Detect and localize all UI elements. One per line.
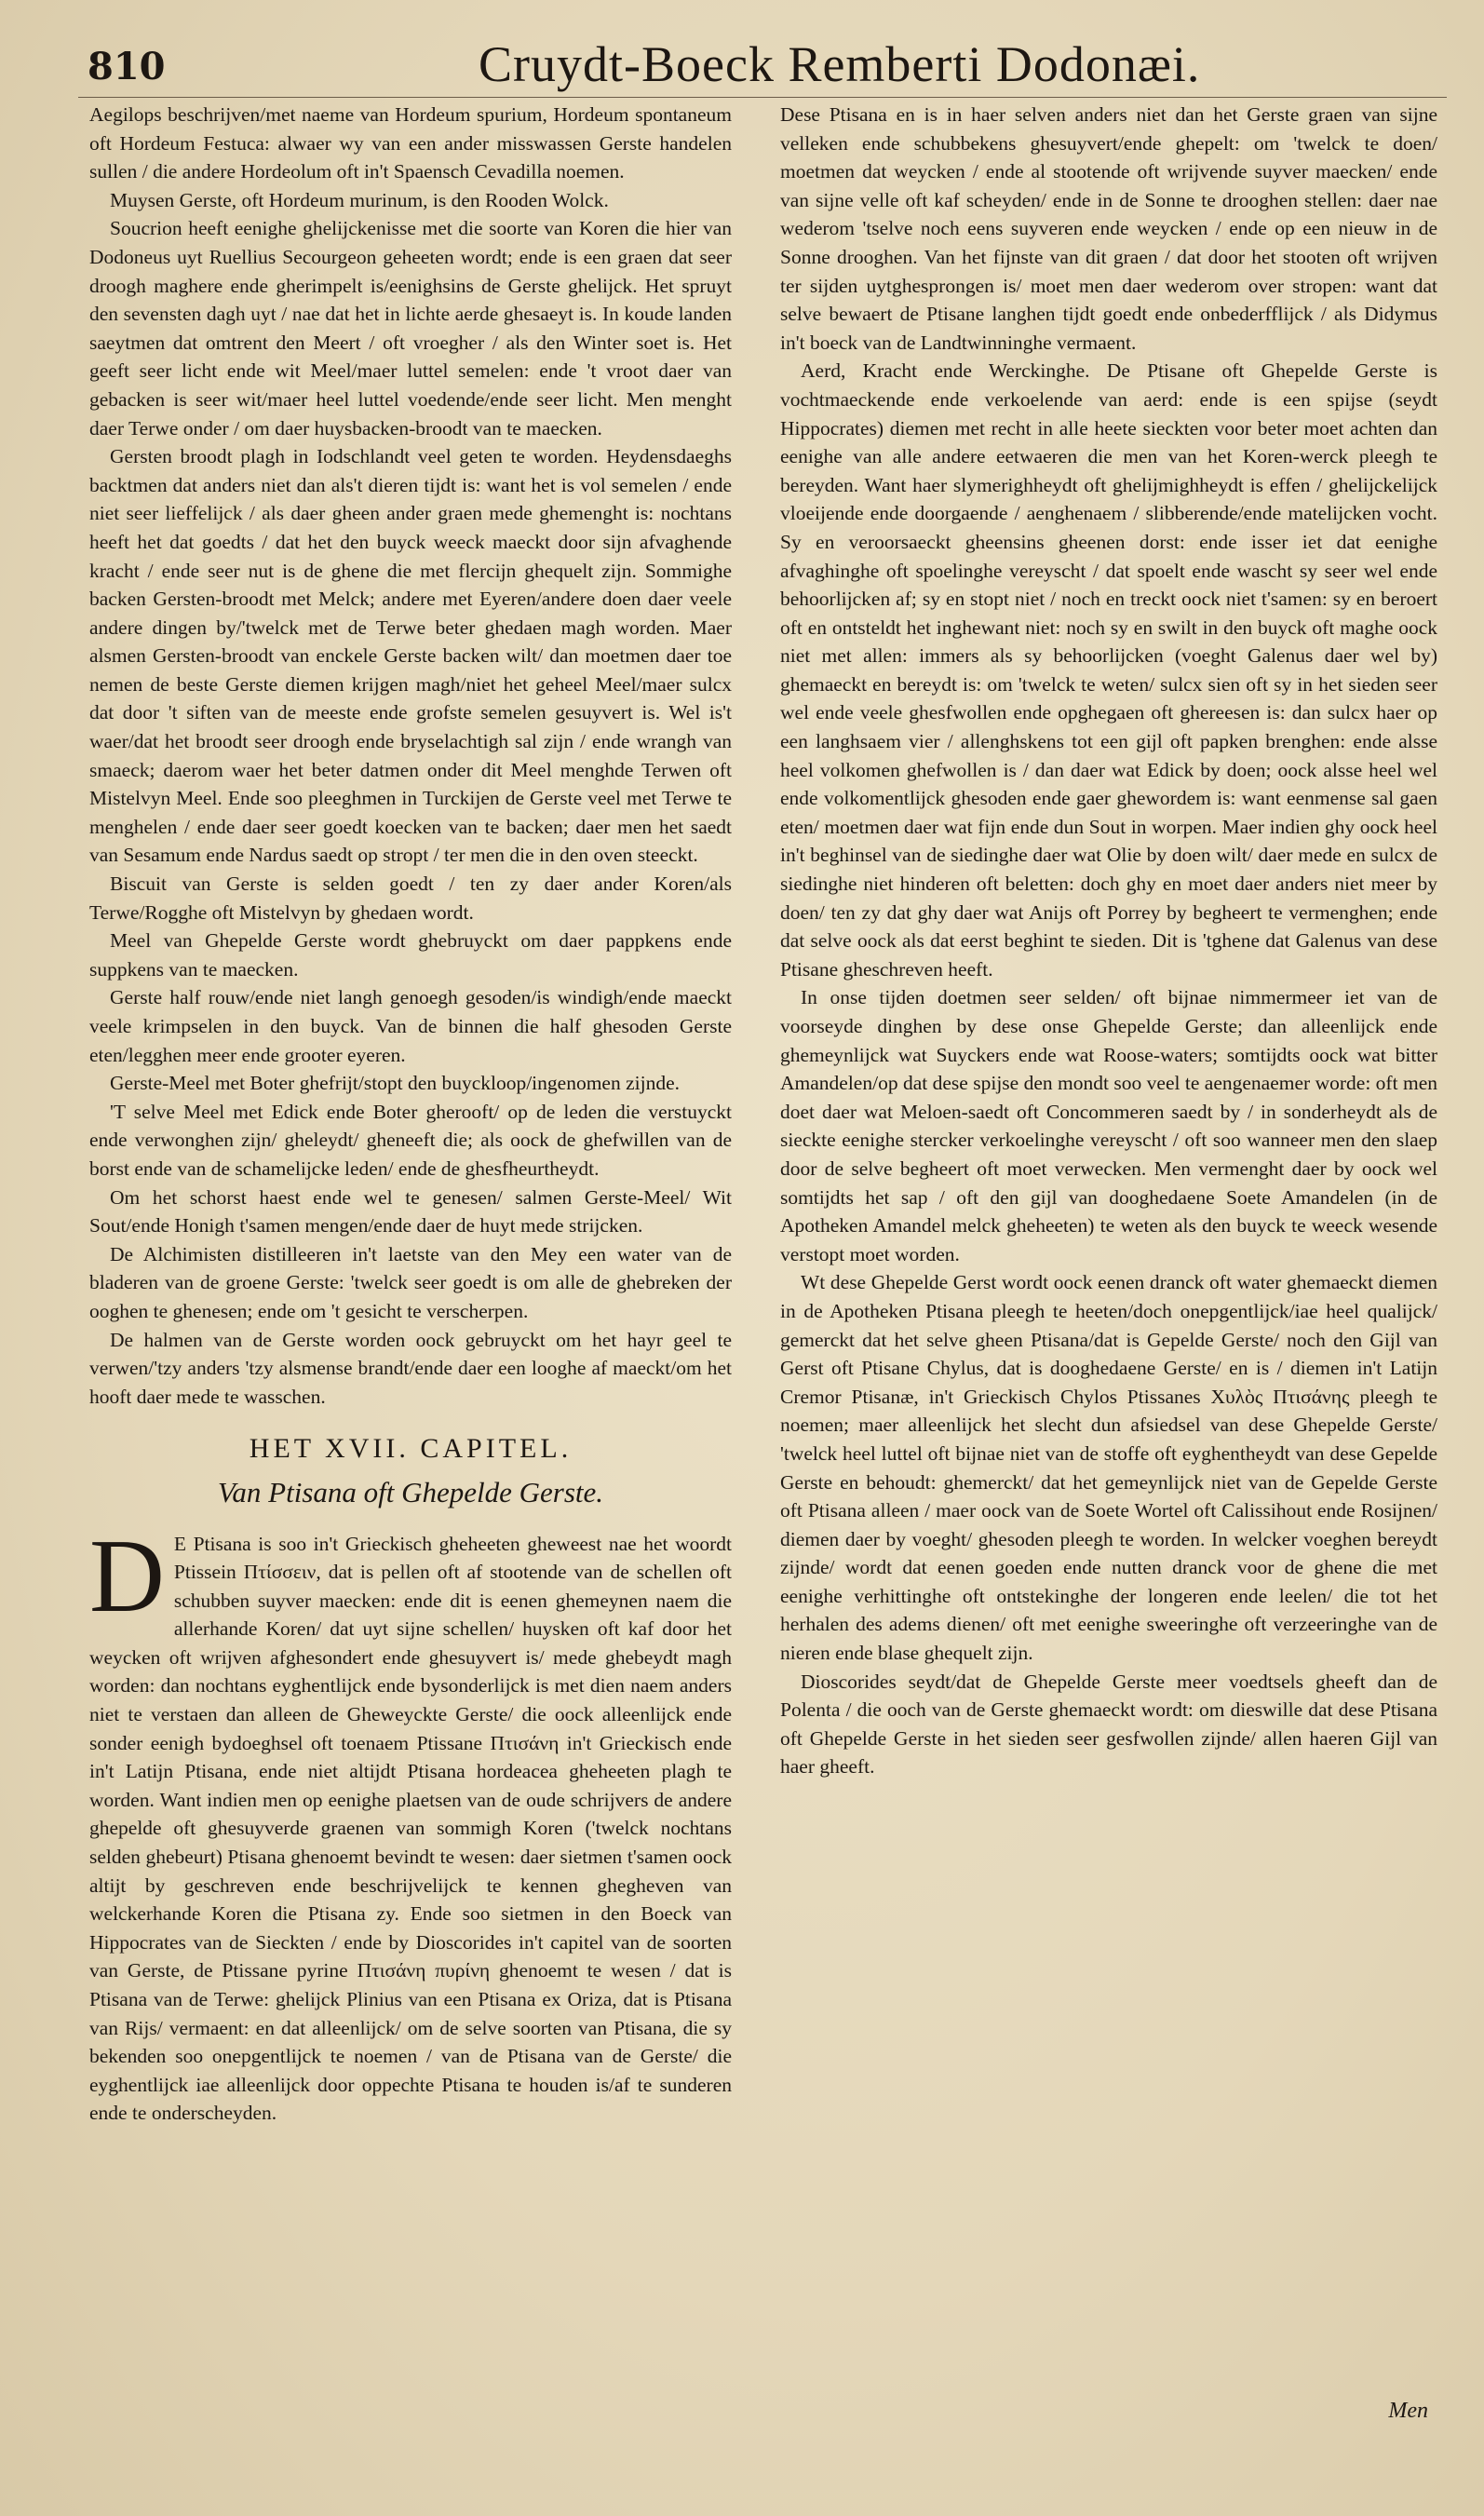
drop-cap: D [89,1518,165,1634]
chapter-opening [89,1518,732,2128]
paragraph: Aerd, Kracht ende Werckinghe. De Ptisane oft Ghepelde Gerste is vochtmaeckende ende verkoelende van aerd: ende is een spijse (seydt Hippocrates) diemen met recht in alle heete sieckten voor beter moet achten dan eenighe van alle andere eetwaeren die men van het Koren-werck pleegh te bereyden. Want haer slymerighheydt oft ghelijmighheydt is effen / ghelijckelijck vloeijende ende doorgaende / aenghenaem / slibberende/ende matelijcken vocht. Sy en veroorsaeckt gheensins gheenen dorst: ende isser iet dat eenighe afvaghinghe oft spoelinghe vereyscht / dat spoelt ende wascht sy seer wel ende behoorlijcken af; sy en stopt niet / noch en treckt oock niet t'samen: sy en beroert oft en ontsteldt het inghewant niet: noch sy en swilt in den buyck oft maghe oock niet met allen: immers als sy behoorlijcken (voeght Galenus daer wel by) ghemaeckt en bereydt is: om 'twelck te weten/ sulcx sien oft sy in het sieden seer wel ende veele ghesfwollen ende opghegaen oft ghereesen is: dan sulcx haer op een langhsaem vier / allenghskens tot een gijl oft papken brenghen: ende alsse heel volkomen ghefwollen is / dan daer wat Edick by doen; oock alsse heel wel ende volkomentlijck ghesoden ende gaer ghewordem is: want eenmense sal gaen eten/ moetmen daer wat fijn ende dun Sout in worpen. Maer indien ghy oock heel in't beghinsel van de siedinghe daer wat Olie by doen wilt/ daer mede en sulcx de siedinghe niet hinderen oft beletten: doch ghy en moet daer anders niet meer by doen/ ten zy dat ghy daer wat Anijs oft Porrey by begheert te vermenghen; ende dat selve oock als dat eerst beghint te sieden. Dit is 'tghene dat Galenus van dese Ptisane gheschreven heeft. [780,359,1437,981]
paragraph: Dese Ptisana en is in haer selven anders niet dan het Gerste graen van sijne velleken ende schubbekens ghesuyvert/ende ghepelt: om 'twelck te doen/ moetmen dat weycken / ende al stootende oft wrijvende suyver maecken/ ende van sijne velle oft kaf scheyden/ ende in de Sonne te drooghen stellen: daer nae wederom 'tselve noch eens suyveren ende weycken / ende op een nieuw in de Sonne drooghen. Van het fijnste van dit graen / dat door het stooten oft wrijven ter sijden uytghesprongen is/ moet men daer wederom over stropen: want dat selve bewaert de Ptisane langhen tijdt goedt ende onbederfflijck / als Didymus in't boeck van de Landtwinninghe vermaent. [780,103,1437,354]
paragraph: Gerste half rouw/ende niet langh genoegh gesoden/is windigh/ende maeckt veele krimpselen in den buyck. Van de binnen die half ghesoden Gerste eten/legghen meer ende grooter eyeren. [89,986,732,1066]
chapter-number: HET XVII. CAPITEL. [249,1433,573,1465]
paragraph: Muysen Gerste, oft Hordeum murinum, is den Rooden Wolck. [110,188,609,211]
paragraph: De Alchimisten distilleeren in't laetste van den Mey een water van de bladeren van de groene Gerste: 'twelck seer goedt is om alle de ghebreken der ooghen te ghenesen; ende om 't gesicht te verscherpen. [89,1242,732,1322]
paragraph: 'T selve Meel met Edick ende Boter gherooft/ op de leden die verstuyckt ende verwonghen zijn/ gheleydt/ gheneeft die; als oock de ghefwillen van de borst ende van de schamelijcke leden/ ende de ghesfheurtheydt. [89,1100,732,1180]
paragraph: E Ptisana is soo in't Grieckisch gheheeten gheweest nae het woordt Ptissein Πτίσσειν, dat is pellen oft af stootende van de schellen oft schubben suyver maecken: ende dit is eenen ghemeynen naem die allerhande Koren/ dat uyt sijne schellen/ huysken oft kaf door het weycken oft wrijven afghesondert ende ghesuyvert is/ mede ghebeydt magh worden: dan nochtans eyghentlijck ende bysonderlijck is met dien naem anders niet te verstaen dan alleen de Gheweyckte Gerste/ die oock alleenlijck ende sonder eenigh bydoeghsel oft toenaem Ptissane Πτισάνη in't Grieckisch ende in't Latijn Ptisana, ende niet altijdt Ptisana hordeacea gheheeten plagh te worden. Want indien men op eenighe plaetsen van de oude schrijvers de andere ghepelde oft ghesuyverde graenen van sommigh Koren ('twelck nochtans selden ghebeurt) Ptisana ghenoemt bevindt te wesen: daer sietmen t'samen oock altijt by geschreven ende beschrijvelijck te kennen ghegheven van welckerhande Koren die Ptisana zy. Ende soo sietmen in den Boeck van Hippocrates van de Sieckten / ende by Dioscorides in't capitel van de soorten van Gerste, de Ptissane pyrine Πτισάνη πυρίνη ghenoemt te wesen / dat is Ptisana van de Terwe: ghelijck Plinius van een Ptisana ex Oriza, dat is Ptisana van Rijs/ vermaent: en dat alleenlijck/ om de selve soorten van Ptisana, die sy bekenden soo onepgentlijck te noemen / van de Ptisana van de Gerste/ die eyghentlijck iae alleenlijck door oppechte Ptisana te houden is/af te sunderen ende te onderscheyden. [89,1532,732,2125]
right-column [780,101,1437,1781]
paragraph: Biscuit van Gerste is selden goedt / ten zy daer ander Koren/als Terwe/Rogghe oft Mistelvyn by ghedaen wordt. [89,872,732,924]
paragraph: Meel van Ghepelde Gerste wordt ghebruyckt om daer pappkens ende suppkens van te maecken. [89,929,732,981]
paragraph: Gersten broodt plagh in Iodschlandt veel geten te worden. Heydensdaeghs backtmen dat anders niet dan als't dieren tijdt is: want het is vol semelen / ende niet seer lieffelijck / als daer gheen ander graen mede ghemenght is: nochtans heeft het dat goedts / dat het den buyck weeck maeckt door sijn afvaghende kracht / ende seer nut is de ghene die met flercijn ghequelt zijn. Sommighe backen Gersten-broodt met Melck; andere met Eyeren/andere doen daer veele andere dingen by/'twelck met de Terwe beter ghedaen magh worden. Maer alsmen Gersten-broodt van enckele Gerste backen wilt/ dan moetmen daer toe nemen de beste Gerste diemen krijgen magh/niet het geheel Meel/maer sulcx dat door 't siften van de meeste ende grofste semelen gesuyvert is. Wel is't waer/dat het broodt seer droogh ende bryselachtigh sal zijn / ende wrangh van smaeck; daerom waer het beter datmen onder dit Meel menghde Terwen oft Mistelvyn Meel. Ende soo pleeghmen in Turckijen de Gerste veel met Terwe te menghelen / ende daer seer goedt koecken van te backen; daer men het saedt van Sesamum ende Nardus saedt op stropt / ter men die in den oven steeckt. [89,445,732,867]
running-head [78,32,1447,98]
running-title: Cruydt-Boeck Remberti Dodonæi. [479,36,1201,92]
paragraph: Om het schorst haest ende wel te genesen/ salmen Gerste-Meel/ Wit Sout/ende Honigh t'samen mengen/ende daer de huyt mede strijcken. [89,1185,732,1238]
paragraph: Gerste-Meel met Boter ghefrijt/stopt den buyckloop/ingenomen zijnde. [110,1072,680,1095]
paragraph: Dioscorides seydt/dat de Ghepelde Gerste meer voedtsels gheeft dan de Polenta / die ooch van de Gerste ghemaeckt wordt: om dieswille dat dese Ptisana oft Ghepelde Gerste in het sieden seer gesfwollen zijnde/ allen haeren Gijl van haer gheeft. [780,1670,1437,1779]
paragraph: Wt dese Ghepelde Gerst wordt oock eenen dranck oft water ghemaeckt diemen in de Apotheken Ptisana pleegh te heeten/doch onepgentlijck/iae heel qualijck/ gemerckt dat het selve gheen Ptisana/dat is Gepelde Gerste/ noch den Gijl van Gerst oft Ptisane Chylus, dat is dooghedaene Gerste/ en is / diemen in't Latijn Cremor Ptisanæ, in't Grieckisch Chylos Ptissanes Χυλὸς Πτισάνης pleegh te noemen; maer alleenlijck het slecht dun afsiedsel van dese Ghepelde Gerste/ 'twelck heel luttel oft bijnae niet van de stoffe oft eyghentheydt van dese Gepelde Gerste en behoudt: ghemerckt/ dat het gemeynlijck niet van de Gepelde Gerste oft Ptisana alleen / maer oock van de Soete Wortel oft Calissihout ende Rosijnen/ diemen daer by voeght/ ghesoden pleegh te worden. In welcker voeghen bereydt zijnde/ wordt dat eenen goeden ende nutten dranck voor de ghene die met eenighe verhittinghe oft ontstekinghe der longeren ende leelen/ die tot het herhalen des adems dienen/ oft met eenighe sweeringhe oft verzeeringhe van de nieren ende blase ghequelt zijn. [780,1271,1437,1665]
paragraph: Aegilops beschrijven/met naeme van Hordeum spurium, Hordeum spontaneum oft Hordeum Festuca: alwaer wy van een ander misswassen Gerste handelen sullen / die andere Hordeolum oft in't Spaensch Cevadilla noemen. [89,103,732,183]
chapter-title: Van Ptisana oft Ghepelde Gerste. [217,1475,604,1508]
page-number: 810 [88,45,166,88]
left-column [89,101,732,2128]
paragraph: De halmen van de Gerste worden oock gebruyckt om het hayr geel te verwen/'tzy anders 'tzy alsmense brandt/ende daer een looghe af maeckt/om het hooft daer mede te wasschen. [89,1328,732,1408]
paragraph: Soucrion heeft eenighe ghelijckenisse met die soorte van Koren die hier van Dodoneus uyt Ruellius Secourgeon geheeten wordt; ende is een graen dat seer droogh maghere ende gherimpelt is/eenighsins de Gerste ghelijck. Het spruyt den sevensten dagh uyt / nae dat het in lichte aerde ghesaeyt is. In koude landen saeytmen dat omtrent den Meert / oft vroegher / als den Winter soet is. Het geeft seer licht ende wit Meel/maer luttel semelen: ende 't vroot daer van gebacken is seer wit/maer heel luttel voedende/ende seer licht. Men menght daer Terwe onder / om daer huysbacken-broodt van te maecken. [89,217,732,440]
paragraph: In onse tijden doetmen seer selden/ oft bijnae nimmermeer iet van de voorseyde dinghen by dese onse Ghepelde Gerste; dan alleenlijck ende ghemeynlijck wat Suyckers ende wat Roose-waters; somtijdts oock wat bitter Amandelen/op dat dese spijse den mondt soo veel te aengenaemer worde: oft men doet daer wat Meloen-saedt oft Concommeren saedt by / in sonderheydt als de sieckte eenighe stercker verkoelinghe vereyscht / oft soo wanneer men den slaep door de selve begheert oft moet verwecken. Men vermenght daer by oock wel somtijdts het sap / oft den gijl van dooghedaene Soete Amandelen (in de Apotheken Amandel melck gheheeten) te weten als den buyck te weeck wesende verstopt moet worden. [780,986,1437,1265]
catchword: Men [1388,2399,1428,2423]
